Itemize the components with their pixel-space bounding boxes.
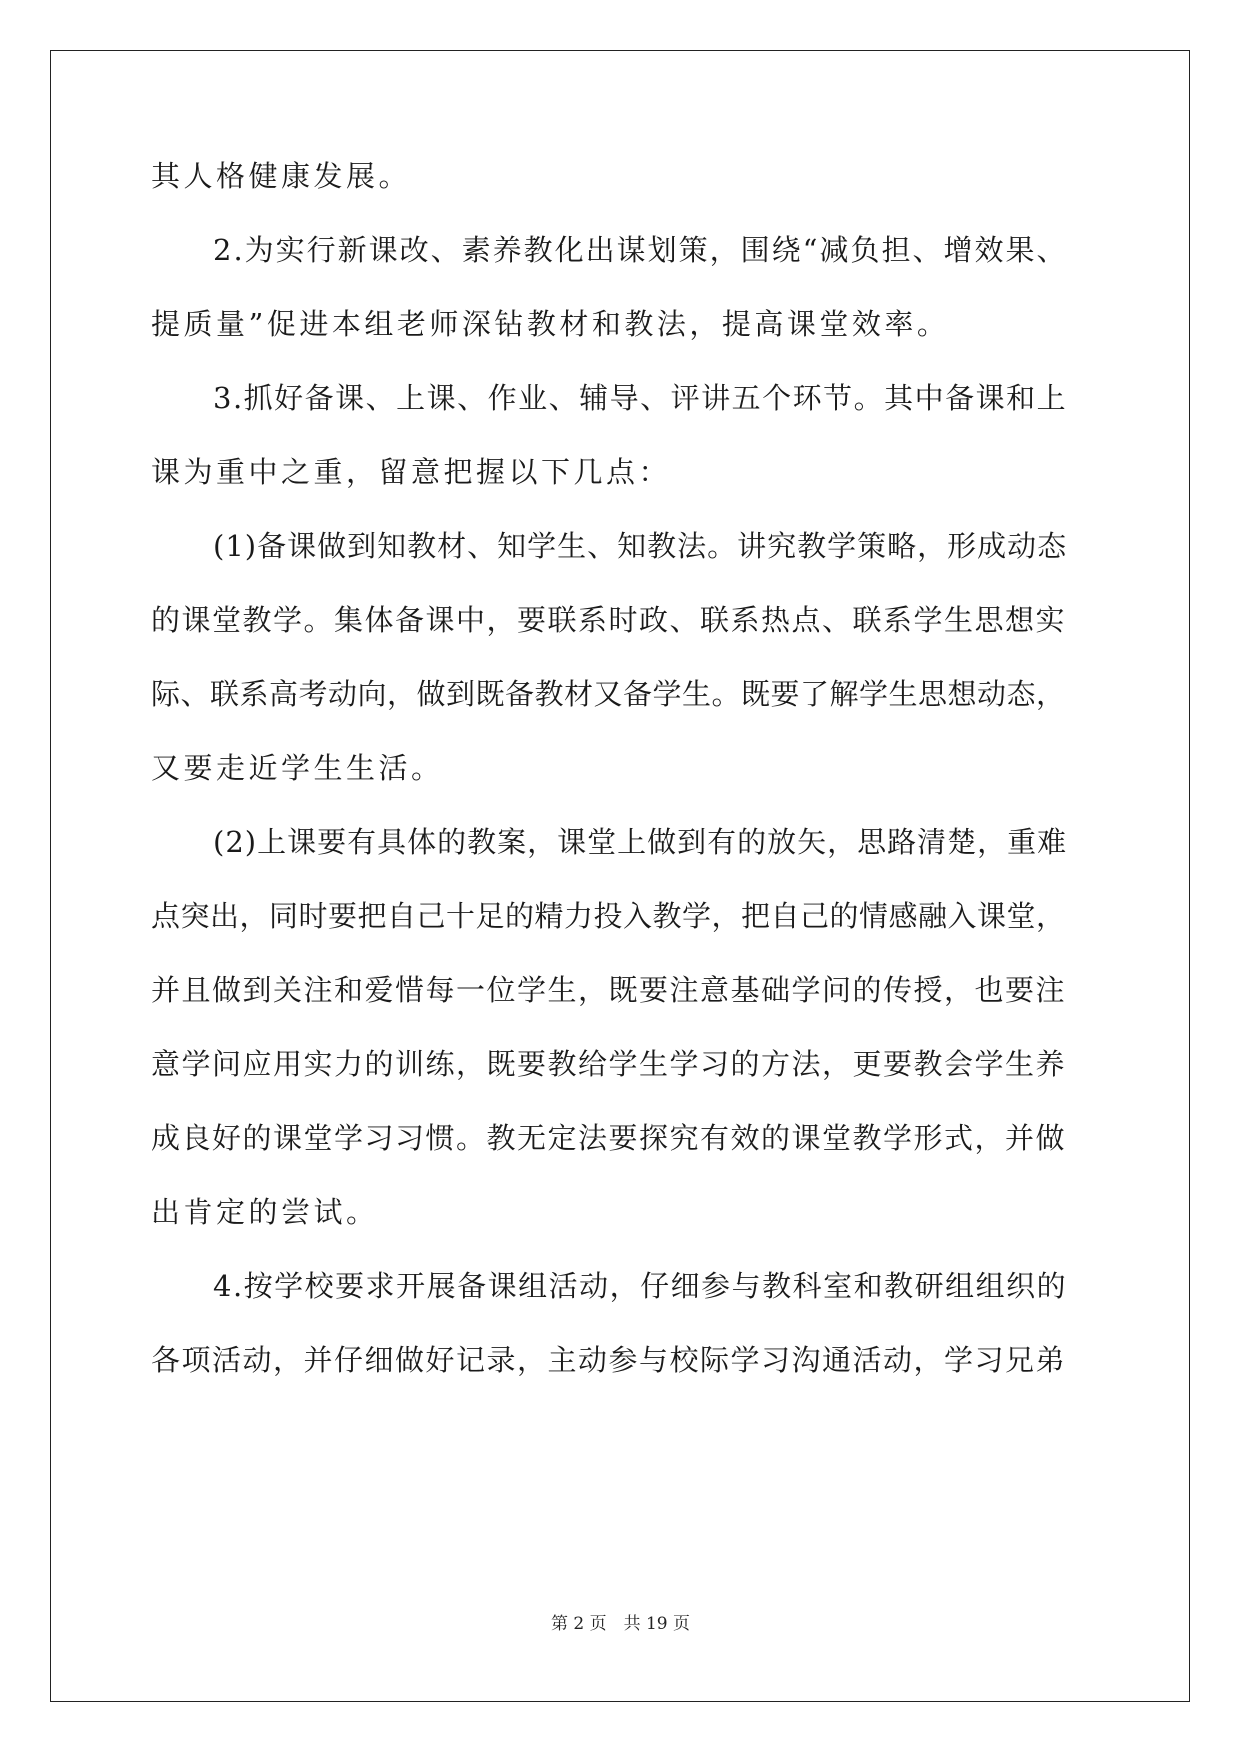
text-line: 出肯定的尝试。 <box>151 1195 379 1229</box>
text-line: 点突出，同时要把自己十足的精力投入教学，把自己的情感融入课堂， <box>151 899 1066 933</box>
text-line: 际、联系高考动向，做到既备教材又备学生。既要了解学生思想动态， <box>151 677 1066 711</box>
text-line: 成良好的课堂学习习惯。教无定法要探究有效的课堂教学形式，并做 <box>151 1121 1067 1155</box>
text-line: 意学问应用实力的训练，既要教给学生学习的方法，更要教会学生养 <box>151 1047 1067 1081</box>
text-line: 其人格健康发展。 <box>151 159 412 193</box>
text-line: 4.按学校要求开展备课组活动，仔细参与教科室和教研组组织的 <box>213 1269 1068 1303</box>
text-line: 并且做到关注和爱惜每一位学生，既要注意基础学问的传授，也要注 <box>151 973 1067 1007</box>
text-line: (1)备课做到知教材、知学生、知教法。讲究教学策略，形成动态 <box>213 529 1068 563</box>
text-line: 提质量”促进本组老师深钻教材和教法，提高课堂效率。 <box>151 307 950 341</box>
text-line: 2.为实行新课改、素养教化出谋划策，围绕“减负担、增效果、 <box>213 233 1068 267</box>
page-frame <box>50 50 1190 1702</box>
text-line: 又要走近学生生活。 <box>151 751 444 785</box>
text-line: 课为重中之重，留意把握以下几点： <box>151 455 672 489</box>
text-line: 各项活动，并仔细做好记录，主动参与校际学习沟通活动，学习兄弟 <box>151 1343 1067 1377</box>
page-footer: 第 2 页 共 19 页 <box>550 1614 691 1634</box>
text-line: 3.抓好备课、上课、作业、辅导、评讲五个环节。其中备课和上 <box>213 381 1068 415</box>
text-line: 的课堂教学。集体备课中，要联系时政、联系热点、联系学生思想实 <box>151 603 1067 637</box>
text-line: (2)上课要有具体的教案，课堂上做到有的放矢，思路清楚，重难 <box>213 825 1068 859</box>
